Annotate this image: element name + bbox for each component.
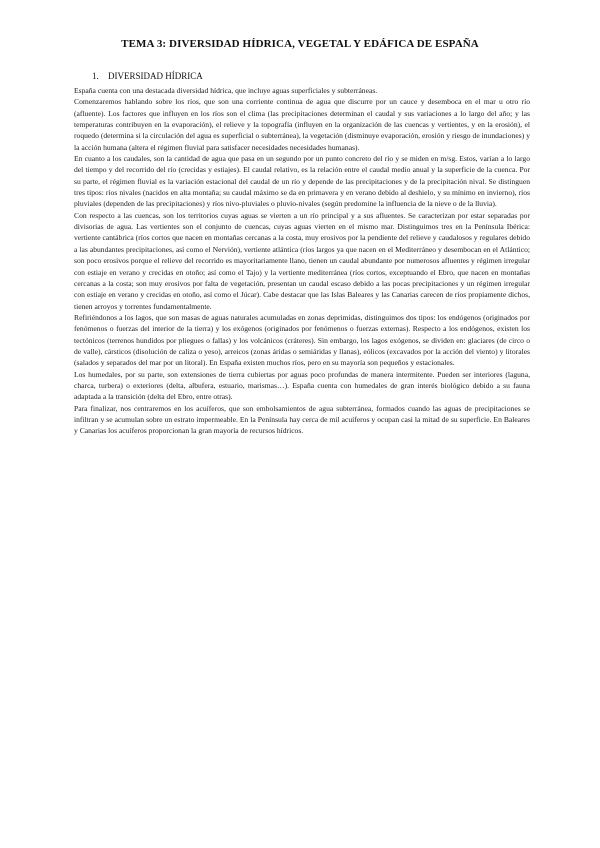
document-title: TEMA 3: DIVERSIDAD HÍDRICA, VEGETAL Y EDÁFICA DE ESPAÑA xyxy=(121,38,479,50)
paragraph: Refiriéndonos a los lagos, que son masas de aguas naturales acumuladas en zonas deprimidas, distinguimos dos tipos: los endógenos (originados por fenómenos o fuerzas del interior de la tierra) y los exógenos (originados por fenómenos o fuerzas externas). Respecto a los endógenos, existen los tectónicos (terrenos hundidos por pliegues o fallas) y los volcánicos (cráteres). Sin embargo, los lagos exógenos, se dividen en: glaciares (de circo o de valle), cársticos (disolución de caliza o yeso), arreicos (zonas áridas o semiáridas y llanas), eólicos (excavados por la acción del viento) y litorales (salados y separados del mar por un litoral). En España existen muchos ríos, pero en su mayoría son pequeños y estacionales. xyxy=(74,312,530,368)
paragraph: España cuenta con una destacada diversidad hídrica, que incluye aguas superficiales y subterráneas. xyxy=(74,86,378,95)
paragraph: Comenzaremos hablando sobre los ríos, que son una corriente continua de agua que discurre por un cauce y desemboca en el mar u otro río (afluente). Los factores que influyen en los ríos son el clima (las precipitaciones determinan el caudal y sus variaciones a lo largo del año; y las temperaturas contribuyen en la evaporación), el relieve y la topografía (influyen en la organización de las cuencas y vertientes, y en la erosión), el roquedo (determina si la circulación del agua es superficial o subterránea), la vegetación (disminuye evaporación, erosión y riesgo de inundaciones) y la acción humana (altera el régimen fluvial para satisfacer necesidades necesidades humanas). xyxy=(74,97,530,152)
paragraph: Los humedales, por su parte, son extensiones de tierra cubiertas por aguas poco profundas de manera intermitente. Pueden ser interiores (laguna, charca, turbera) o exteriores (delta, albufera, estuario, marismas…). España cuenta con humedales de gran interés biológico debido a su fauna adaptada a la transición (delta del Ebro, entre otras). xyxy=(74,369,530,402)
paragraph: Con respecto a las cuencas, son los territorios cuyas aguas se vierten a un río principal y a sus afluentes. Se caracterizan por estar separadas por divisorias de agua. Las vertientes son el conjunto de cuencas, cuyas aguas vierten en el mismo mar. Distinguimos tres en la Península Ibérica: vertiente cantábrica (ríos cortos que nacen en montañas cercanas a la costa, muy erosivos por la pendiente del relieve y caudalosos y regulares debido a las abundantes precipitaciones, así como el Nervión), vertiente atlántica (ríos largos ya que nacen en el Mediterráneo y desembocan en el Atlántico; son poco erosivos porque el relieve del recorrido es mayoritariamente llano, tienen un caudal abundante por numerosos afluentes y régimen irregular con estiaje en verano y crecidas en otoño; así como el Tajo) y la vertiente mediterránea (ríos cortos, exceptuando el Ebro, que nacen en montañas cercanas a la costa; son muy erosivos por falta de vegetación, presentan un caudal escaso debido a las pocas precipitaciones y un régimen irregular con estiaje en verano y crecidas en otoño, así como el Júcar). Cabe destacar que las Islas Baleares y las Canarias carecen de ríos propiamente dichos, tienen arroyos y torrentes fundamentalmente. xyxy=(74,210,530,311)
paragraph: Para finalizar, nos centraremos en los acuíferos, que son embolsamientos de agua subterránea, formados cuando las aguas de precipitaciones se infiltran y se acumulan sobre un estrato impermeable. En la Península hay cerca de mil acuíferos y ocupan casi la mitad de su superficie. En Baleares y Canarias los acuíferos proporcionan la gran mayoría de recursos hídricos. xyxy=(74,403,530,436)
section-number: 1. xyxy=(92,71,99,81)
section-heading xyxy=(92,71,203,81)
paragraph: En cuanto a los caudales, son la cantidad de agua que pasa en un segundo por un punto concreto del río y se miden en m/sg. Estos, varían a lo largo del tiempo y del recorrido del río (crecidas y estiajes). El caudal relativo, es la relación entre el caudal medio anual y la superficie de la cuenca. Por su parte, el régimen fluvial es la variación estacional del caudal de un río y depende de las precipitaciones y de la precipitación nival. Se distinguen tres tipos: ríos nivales (nacidos en alta montaña; su caudal máximo se da en primavera y en verano debido al deshielo, y su mínimo en invierno), ríos pluviales (dependen de las precipitaciones) y ríos nivo-pluviales o pluvio-nivales (según predomine la influencia de la nieve o de la lluvia). xyxy=(74,154,530,209)
document-body xyxy=(74,85,530,437)
section-label: DIVERSIDAD HÍDRICA xyxy=(108,71,203,81)
